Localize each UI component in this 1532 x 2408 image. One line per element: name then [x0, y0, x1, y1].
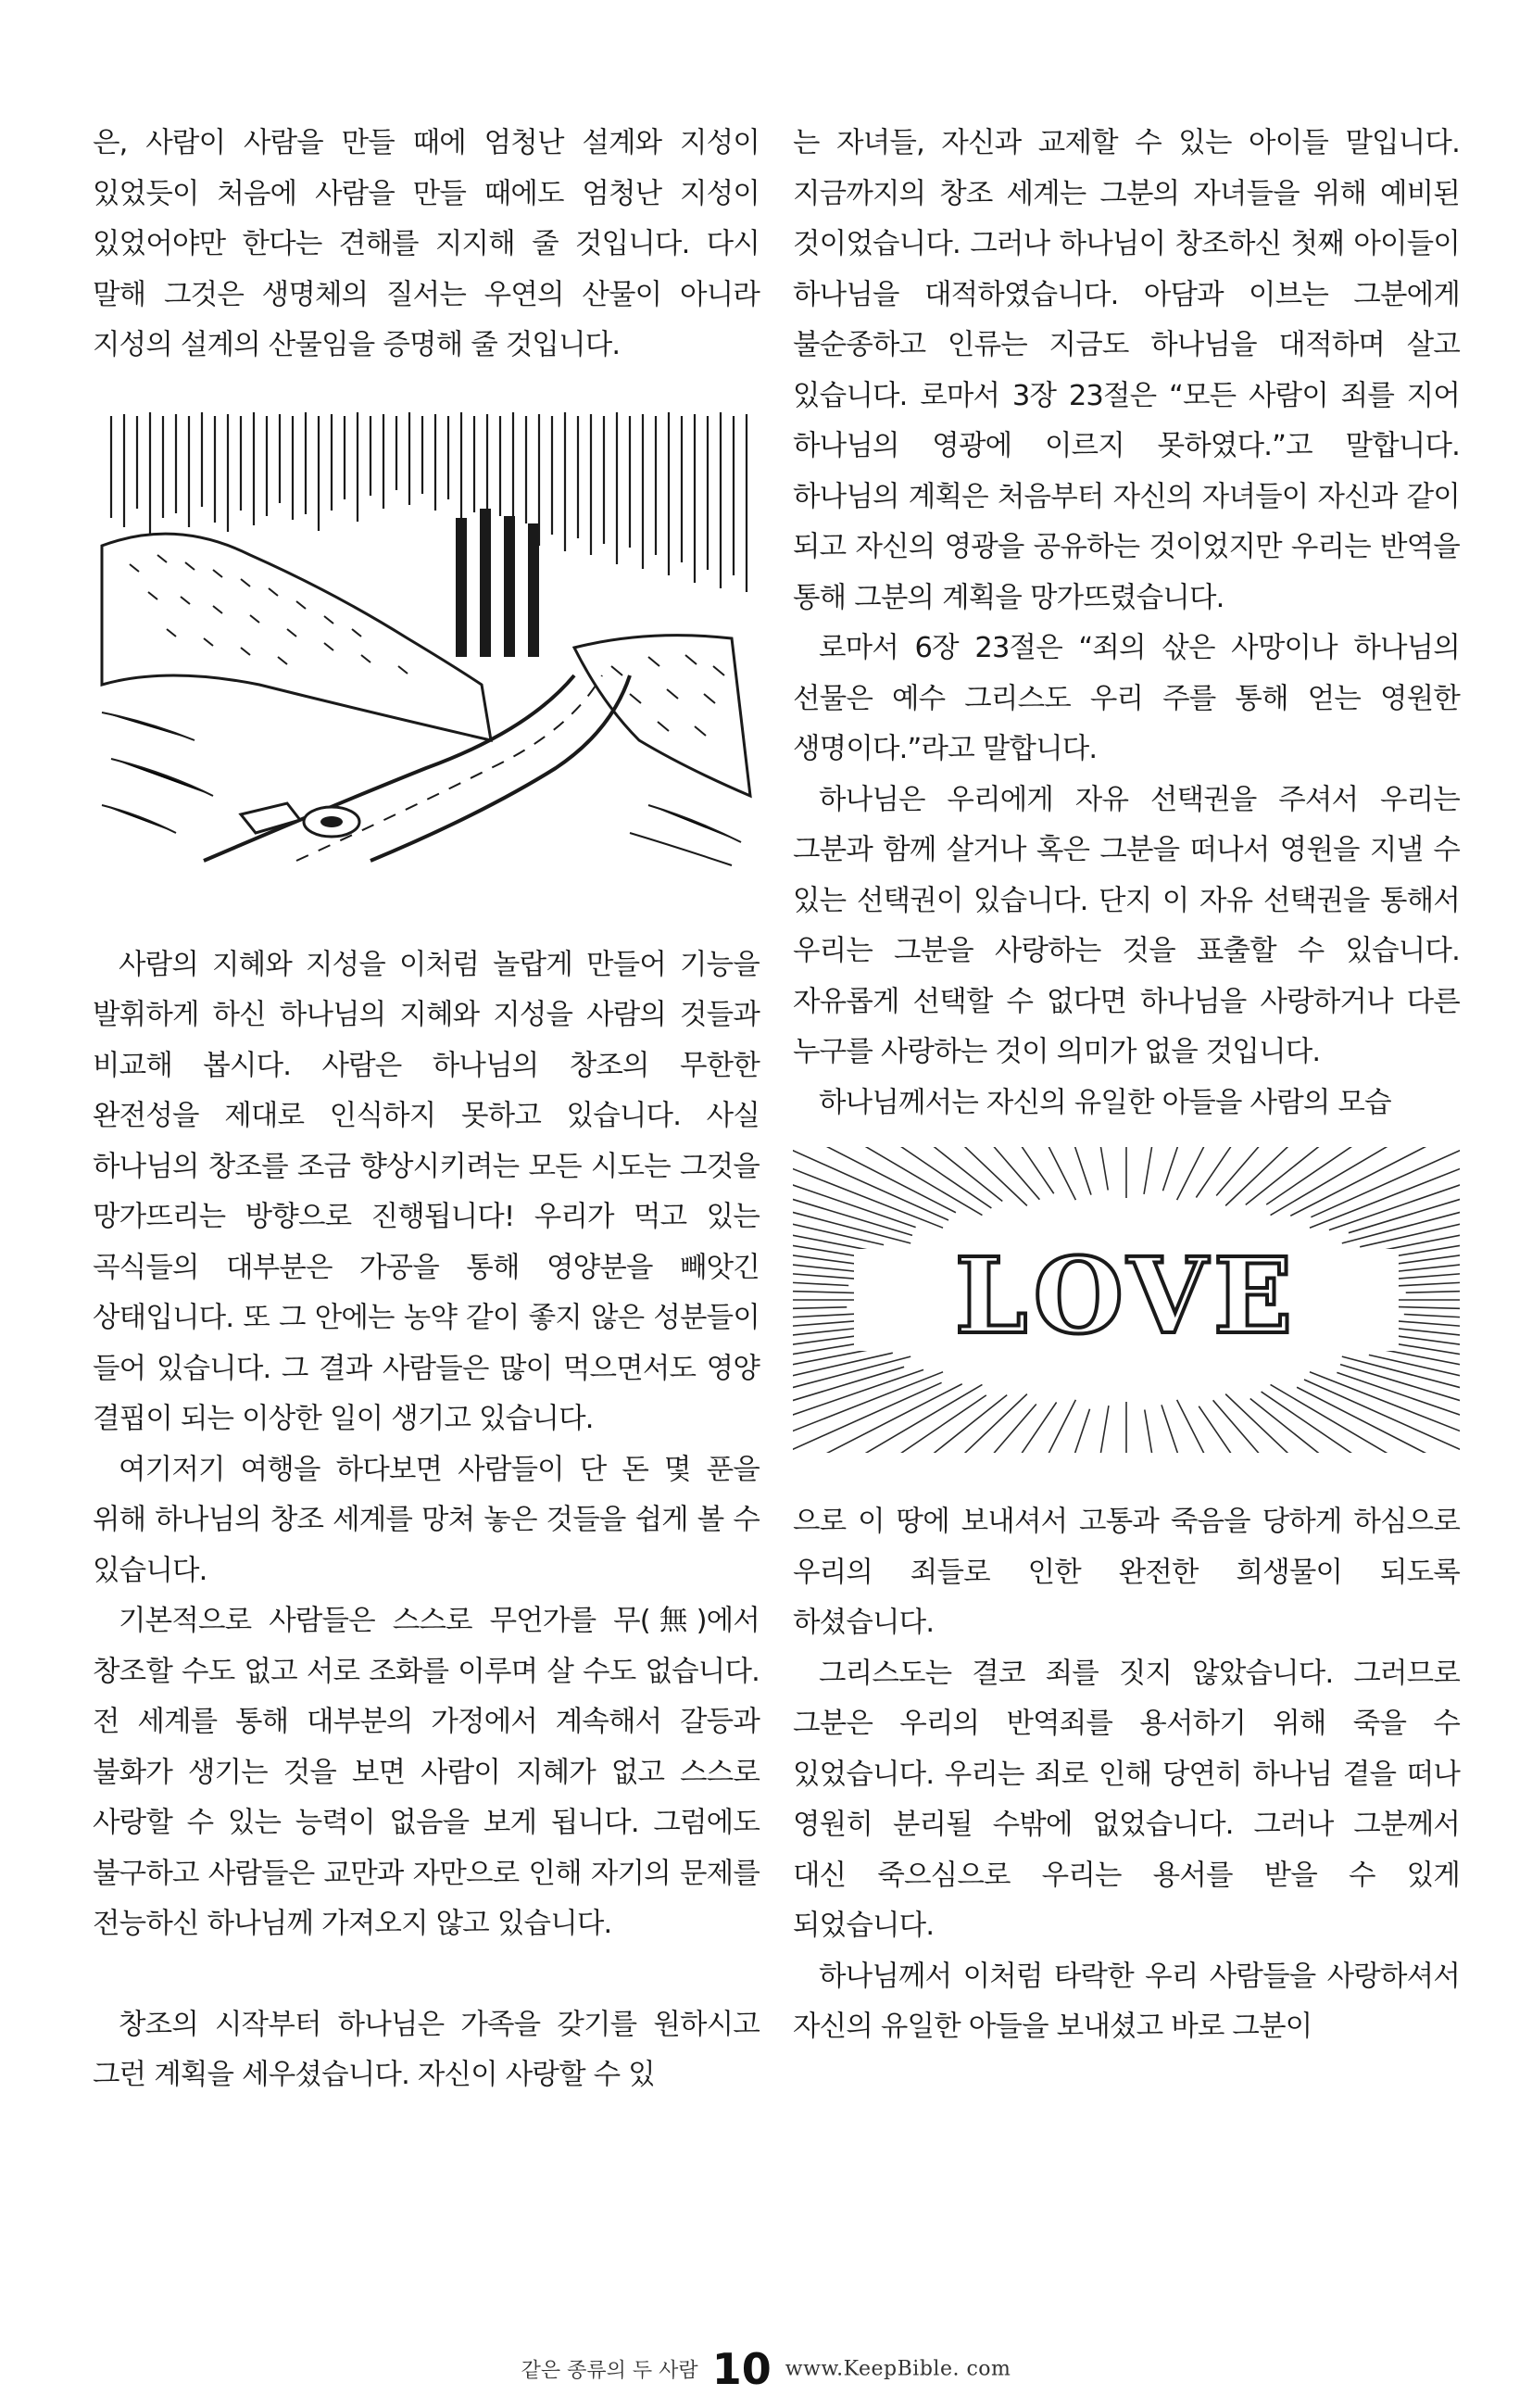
- page-number: 10: [711, 2344, 772, 2394]
- footer-website: www.KeepBible. com: [785, 2357, 1011, 2381]
- right-column: [793, 119, 1460, 2053]
- page-footer: [0, 2344, 1532, 2394]
- paragraph: 창조의 시작부터 하나님은 가족을 갖기를 원하시고 그런 계획을 세우셨습니다. 자신이 사랑할 수 있: [93, 2008, 760, 2091]
- paragraph: 로마서 6장 23절은 “죄의 삯은 사망이나 하나님의 선물은 예수 그리스도 우리 주를 통해 얻는 영원한 생명이다.”라고 말합니다.: [793, 632, 1460, 765]
- paragraph: 는 자녀들, 자신과 교제할 수 있는 아이들 말입니다. 지금까지의 창조 세계는 그분의 자녀들을 위해 예비된 것이었습니다. 그러나 하나님이 창조하신 첫째 아이들이 하나님을 대적하였습니다. 아담과 이브는 그분에게 불순종하고 인류는 지금도 하나님을 대적하며 살고 있습니다. 로마서 3장 23절은 “모든 사람이 죄를 지어 하나님의 영광에 이르지 못하였다.”고 말합니다. 하나님의 계획은 처음부터 자신의 자녀들이 자신과 같이 되고 자신의 영광을 공유하는 것이었지만 우리는 반역을 통해 그분의 계획을 망가뜨렸습니다.: [793, 127, 1460, 614]
- paragraph: 으로 이 땅에 보내셔서 고통과 죽음을 당하게 하심으로 우리의 죄들로 인한 완전한 희생물이 되도록 하셨습니다.: [793, 1506, 1460, 1639]
- paragraph: 그리스도는 결코 죄를 짓지 않았습니다. 그러므로 그분은 우리의 반역죄를 용서하기 위해 죽을 수 있었습니다. 우리는 죄로 인해 당연히 하나님 곁을 떠나 영원히 분리될 수밖에 없었습니다. 그러나 그분께서 대신 죽으심으로 우리는 용서를 받을 수 있게 되었습니다.: [793, 1657, 1460, 1942]
- left-column: [93, 119, 760, 2101]
- paragraph: 은, 사람이 사람을 만들 때에 엄청난 설계와 지성이 있었듯이 처음에 사람을 만들 때에도 엄청난 지성이 있었어야만 한다는 견해를 지지해 줄 것입니다. 다시 말해 그것은 생명체의 질서는 우연의 산물이 아니라 지성의 설계의 산물임을 증명해 줄 것입니다.: [93, 127, 760, 361]
- paragraph: 하나님께서 이처럼 타락한 우리 사람들을 사랑하셔서 자신의 유일한 아들을 보내셨고 바로 그분이: [793, 1960, 1460, 2043]
- footer-title: 같은 종류의 두 사람: [521, 2359, 698, 2383]
- paragraph: 사람의 지혜와 지성을 이처럼 놀랍게 만들어 기능을 발휘하게 하신 하나님의 지혜와 지성을 사람의 것들과 비교해 봅시다. 사람은 하나님의 창조의 무한한 완전성을 제대로 인식하지 못하고 있습니다. 사실 하나님의 창조를 조금 향상시키려는 모든 시도는 그것을 망가뜨리는 방향으로 진행됩니다! 우리가 먹고 있는 곡식들의 대부분은 가공을 통해 영양분을 빼앗긴 상태입니다. 또 그 안에는 농약 같이 좋지 않은 성분들이 들어 있습니다. 그 결과 사람들은 많이 먹으면서도 영양 결핍이 되는 이상한 일이 생기고 있습니다.: [93, 948, 760, 1435]
- paragraph: 기본적으로 사람들은 스스로 무언가를 무(無)에서 창조할 수도 없고 서로 조화를 이루며 살 수도 없습니다. 전 세계를 통해 대부분의 가정에서 계속해서 갈등과 불화가 생기는 것을 보면 사람이 지혜가 없고 스스로 사랑할 수 있는 능력이 없음을 보게 됩니다. 그럼에도 불구하고 사람들은 교만과 자만으로 인해 자기의 문제를 전능하신 하나님께 가져오지 않고 있습니다.: [93, 1605, 760, 1940]
- love-sunburst-illustration: [793, 1147, 1460, 1453]
- paragraph: 여기저기 여행을 하다보면 사람들이 단 돈 몇 푼을 위해 하나님의 창조 세계를 망쳐 놓은 것들을 쉽게 볼 수 있습니다.: [93, 1453, 760, 1587]
- polluted-landscape-illustration: [93, 407, 760, 870]
- paragraph: 하나님께서는 자신의 유일한 아들을 사람의 모습: [819, 1086, 1391, 1119]
- love-text: LOVE: [954, 1236, 1299, 1357]
- paragraph: 하나님은 우리에게 자유 선택권을 주셔서 우리는 그분과 함께 살거나 혹은 그분을 떠나서 영원을 지낼 수 있는 선택권이 있습니다. 단지 이 자유 선택권을 통해서 우리는 그분을 사랑하는 것을 표출할 수 있습니다. 자유롭게 선택할 수 없다면 하나님을 사랑하거나 다른 누구를 사랑하는 것이 의미가 없을 것입니다.: [793, 783, 1460, 1068]
